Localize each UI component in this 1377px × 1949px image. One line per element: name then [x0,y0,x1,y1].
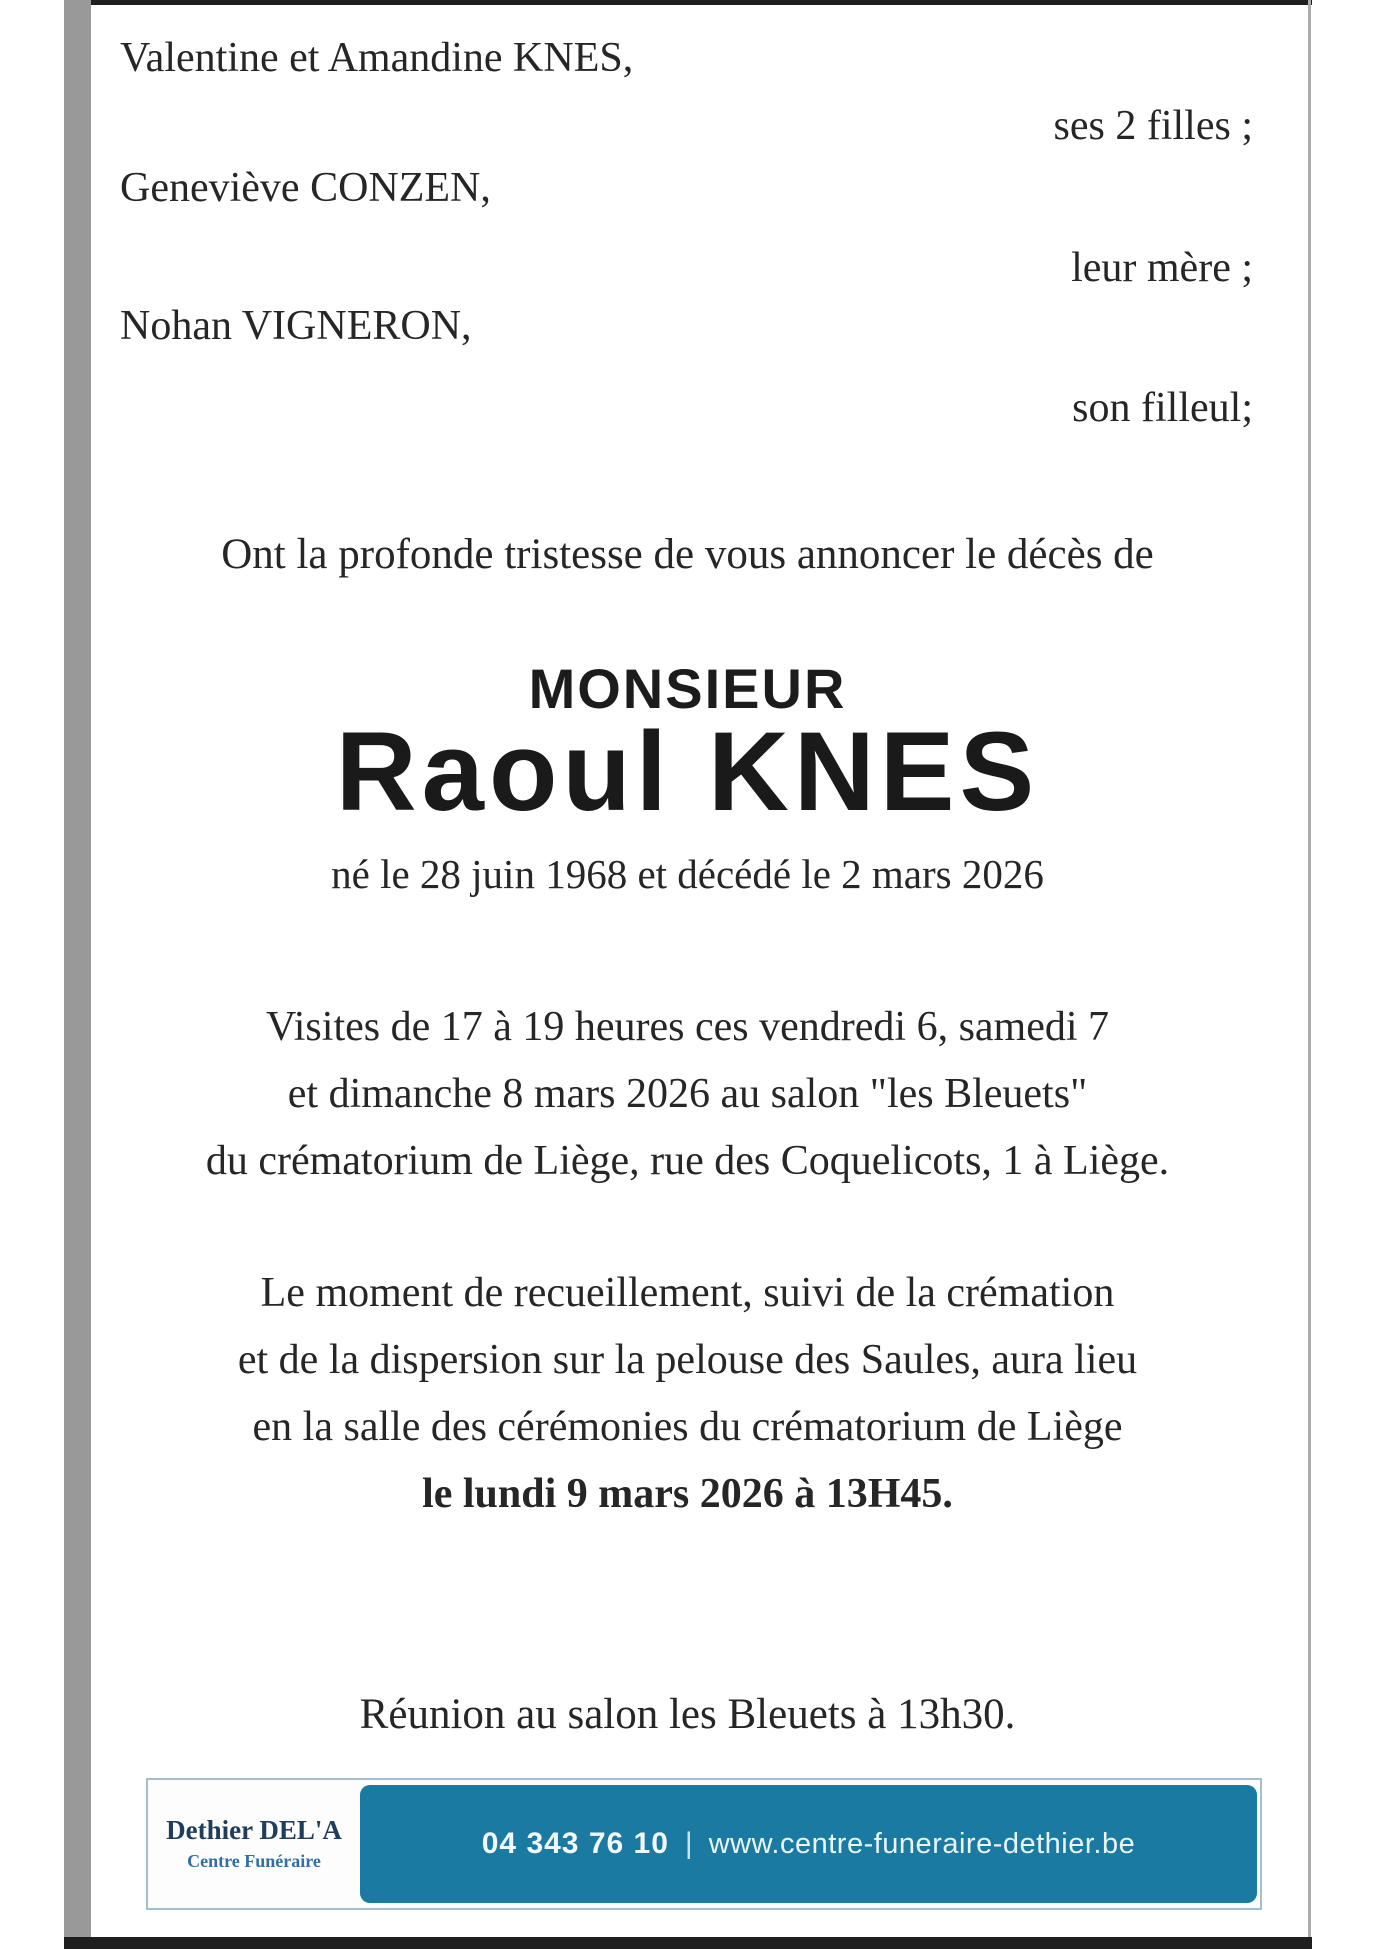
deceased-name: Raoul KNES [335,709,1040,834]
brand-name: Dethier DEL'A [166,1814,342,1845]
ceremony-paragraph [120,1260,1255,1528]
family-role-line: son filleul; [1072,385,1253,431]
funeral-home-box [146,1778,1262,1910]
scan-left-shadow [64,0,91,1937]
ceremony-line: et de la dispersion sur la pelouse des Saules, aura lieu [237,1337,1138,1383]
family-name-line: Geneviève CONZEN, [120,165,491,211]
contact-bar [360,1785,1257,1903]
ceremony-line: en la salle des cérémonies du crématorium de Liège [252,1404,1123,1450]
visits-line: et dimanche 8 mars 2026 au salon "les Bleuets" [287,1071,1088,1117]
scan-top-edge [64,0,1312,5]
life-dates: né le 28 juin 1968 et décédé le 2 mars 2026 [331,851,1044,897]
family-name-line: Nohan VIGNERON, [120,303,472,349]
family-role-line: ses 2 filles ; [1053,103,1253,149]
phone-number: 04 343 76 10 [481,1827,669,1860]
scan-right-edge [1308,0,1311,1937]
family-name-line: Valentine et Amandine KNES, [120,35,634,81]
scan-bottom-edge [64,1937,1312,1949]
ceremony-line: Le moment de recueillement, suivi de la crémation [260,1270,1115,1316]
visits-paragraph [120,994,1255,1195]
separator-bar: | [684,1827,693,1860]
brand-subtitle: Centre Funéraire [187,1851,321,1872]
family-role-line: leur mère ; [1071,245,1253,291]
funeral-home-logo [148,1780,360,1908]
ceremony-datetime: le lundi 9 mars 2026 à 13H45. [422,1471,953,1517]
website-url: www.centre-funeraire-dethier.be [708,1827,1136,1860]
announcement-text: Ont la profonde tristesse de vous annoncer le décès de [221,531,1154,578]
reunion-text: Réunion au salon les Bleuets à 13h30. [359,1691,1016,1738]
visits-line: Visites de 17 à 19 heures ces vendredi 6, samedi 7 [265,1004,1110,1050]
visits-line: du crématorium de Liège, rue des Coquelicots, 1 à Liège. [205,1138,1170,1184]
civility-title: MONSIEUR [528,657,847,720]
